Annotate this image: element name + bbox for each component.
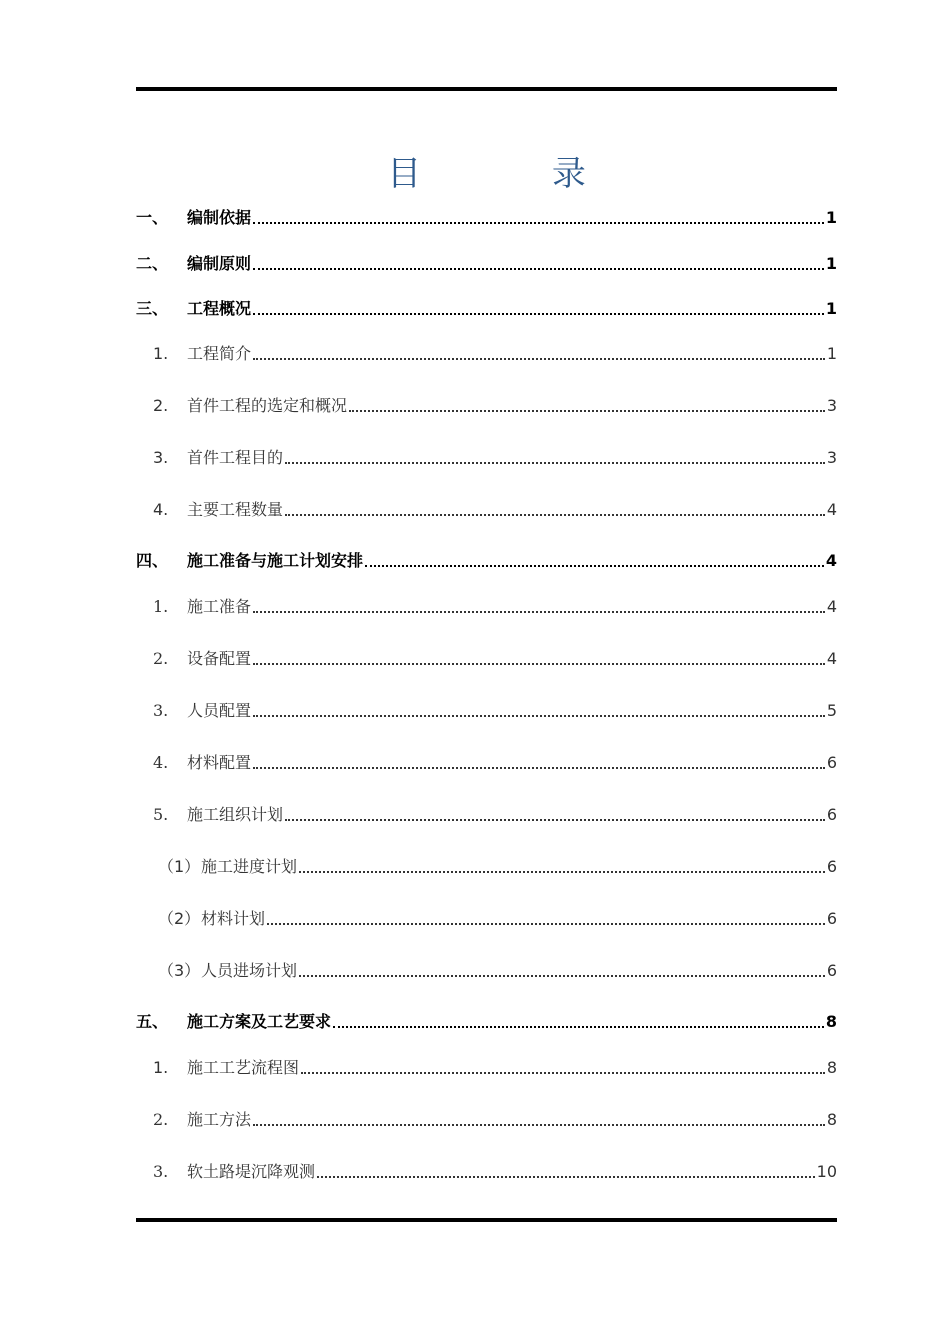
toc-entry-page: 4 <box>825 551 837 570</box>
toc-entry-title: 人员配置 <box>187 701 252 720</box>
toc-leader-dots <box>301 1072 825 1074</box>
toc-entry-number: 二、 <box>136 254 169 273</box>
toc-entry[interactable] <box>136 443 837 469</box>
toc-entry-title: 主要工程数量 <box>187 500 284 519</box>
toc-entry-number: 1. <box>153 1058 169 1077</box>
toc-entry[interactable] <box>136 203 837 229</box>
toc-entry-number: 三、 <box>136 299 169 318</box>
toc-entry-page: 6 <box>826 857 837 876</box>
toc-entry-title: 施工准备与施工计划安排 <box>187 551 364 570</box>
page-title: 目 录 <box>387 154 646 194</box>
toc-leader-dots <box>285 514 825 516</box>
toc-entry[interactable] <box>136 339 837 365</box>
toc-leader-dots <box>285 819 825 821</box>
toc-leader-dots <box>253 715 825 717</box>
toc-entry-number: （3） <box>158 961 201 980</box>
toc-entry-number: 4. <box>153 753 169 772</box>
toc-leader-dots <box>253 222 824 224</box>
toc-entry-page: 4 <box>826 597 837 616</box>
toc-entry[interactable] <box>136 294 837 320</box>
toc-leader-dots <box>285 462 825 464</box>
toc-entry[interactable] <box>136 852 837 878</box>
toc-entry-number: 2. <box>153 396 169 415</box>
toc-entry[interactable] <box>136 1105 837 1131</box>
toc-entry-number: 5. <box>153 805 169 824</box>
toc-entry-title: 编制依据 <box>187 208 252 227</box>
toc-entry-page: 8 <box>825 1012 837 1031</box>
toc-entry-page: 4 <box>826 649 837 668</box>
toc-entry[interactable] <box>136 956 837 982</box>
toc-entry[interactable] <box>136 748 837 774</box>
toc-entry-title: 施工组织计划 <box>187 805 284 824</box>
toc-leader-dots <box>299 975 825 977</box>
toc-entry[interactable] <box>136 1053 837 1079</box>
toc-leader-dots <box>333 1026 824 1028</box>
toc-leader-dots <box>317 1176 815 1178</box>
toc-leader-dots <box>349 410 825 412</box>
toc-entry-number: 1. <box>153 597 169 616</box>
toc-entry-number: 4. <box>153 500 169 519</box>
toc-entry-title: 人员进场计划 <box>201 961 298 980</box>
toc-entry-page: 1 <box>825 299 837 318</box>
toc-leader-dots <box>299 871 825 873</box>
toc-leader-dots <box>253 313 824 315</box>
toc-entry-title: 软土路堤沉降观测 <box>187 1162 316 1181</box>
toc-entry-title: 工程概况 <box>187 299 252 318</box>
toc-entry-page: 6 <box>826 909 837 928</box>
toc-leader-dots <box>253 611 825 613</box>
toc-entry-page: 1 <box>825 254 837 273</box>
toc-entry-number: 3. <box>153 448 169 467</box>
toc-leader-dots <box>253 663 825 665</box>
toc-leader-dots <box>253 1124 825 1126</box>
toc-entry-title: 材料计划 <box>201 909 266 928</box>
toc-entry-number: 3. <box>153 1162 169 1181</box>
toc-leader-dots <box>253 767 825 769</box>
toc-leader-dots <box>267 923 825 925</box>
toc-entry-title: 设备配置 <box>187 649 252 668</box>
toc-entry-title: 编制原则 <box>187 254 252 273</box>
toc-entry-title: 施工方法 <box>187 1110 252 1129</box>
toc-entry-number: 四、 <box>136 551 169 570</box>
toc-entry[interactable] <box>136 800 837 826</box>
toc-entry-page: 5 <box>826 701 837 720</box>
toc-entry[interactable] <box>136 644 837 670</box>
toc-entry-page: 10 <box>816 1162 837 1181</box>
toc-entry[interactable] <box>136 1157 837 1183</box>
toc-entry-number: （1） <box>158 857 201 876</box>
toc-entry-title: 材料配置 <box>187 753 252 772</box>
toc-entry-page: 6 <box>826 753 837 772</box>
toc-entry-page: 3 <box>826 396 837 415</box>
toc-leader-dots <box>253 358 825 360</box>
toc-entry-title: 施工工艺流程图 <box>187 1058 300 1077</box>
toc-entry[interactable] <box>136 904 837 930</box>
toc-entry-page: 1 <box>825 208 837 227</box>
toc-entry-number: 2. <box>153 1110 169 1129</box>
toc-entry-page: 3 <box>826 448 837 467</box>
toc-entry-number: （2） <box>158 909 201 928</box>
toc-entry[interactable] <box>136 249 837 275</box>
toc-entry-number: 3. <box>153 701 169 720</box>
toc-entry-title: 首件工程的选定和概况 <box>187 396 348 415</box>
toc-entry-page: 6 <box>826 805 837 824</box>
toc-entry-title: 施工进度计划 <box>201 857 298 876</box>
toc-entry[interactable] <box>136 696 837 722</box>
toc-entry[interactable] <box>136 1007 837 1033</box>
toc-entry-title: 首件工程目的 <box>187 448 284 467</box>
toc-entry[interactable] <box>136 546 837 572</box>
toc-entry-title: 工程简介 <box>187 344 252 363</box>
toc-entry-page: 8 <box>826 1110 837 1129</box>
toc-entry[interactable] <box>136 592 837 618</box>
footer-rule <box>136 1218 837 1222</box>
toc-leader-dots <box>365 565 824 567</box>
toc-entry[interactable] <box>136 391 837 417</box>
toc-entry-number: 五、 <box>136 1012 169 1031</box>
header-rule <box>136 87 837 91</box>
toc-entry-number: 2. <box>153 649 169 668</box>
toc-entry-page: 4 <box>826 500 837 519</box>
toc-entry[interactable] <box>136 495 837 521</box>
toc-entry-page: 6 <box>826 961 837 980</box>
toc-entry-title: 施工准备 <box>187 597 252 616</box>
toc-entry-page: 1 <box>826 344 837 363</box>
toc-entry-number: 1. <box>153 344 169 363</box>
toc-entry-title: 施工方案及工艺要求 <box>187 1012 332 1031</box>
toc-entry-number: 一、 <box>136 208 169 227</box>
toc-leader-dots <box>253 268 824 270</box>
toc-entry-page: 8 <box>826 1058 837 1077</box>
